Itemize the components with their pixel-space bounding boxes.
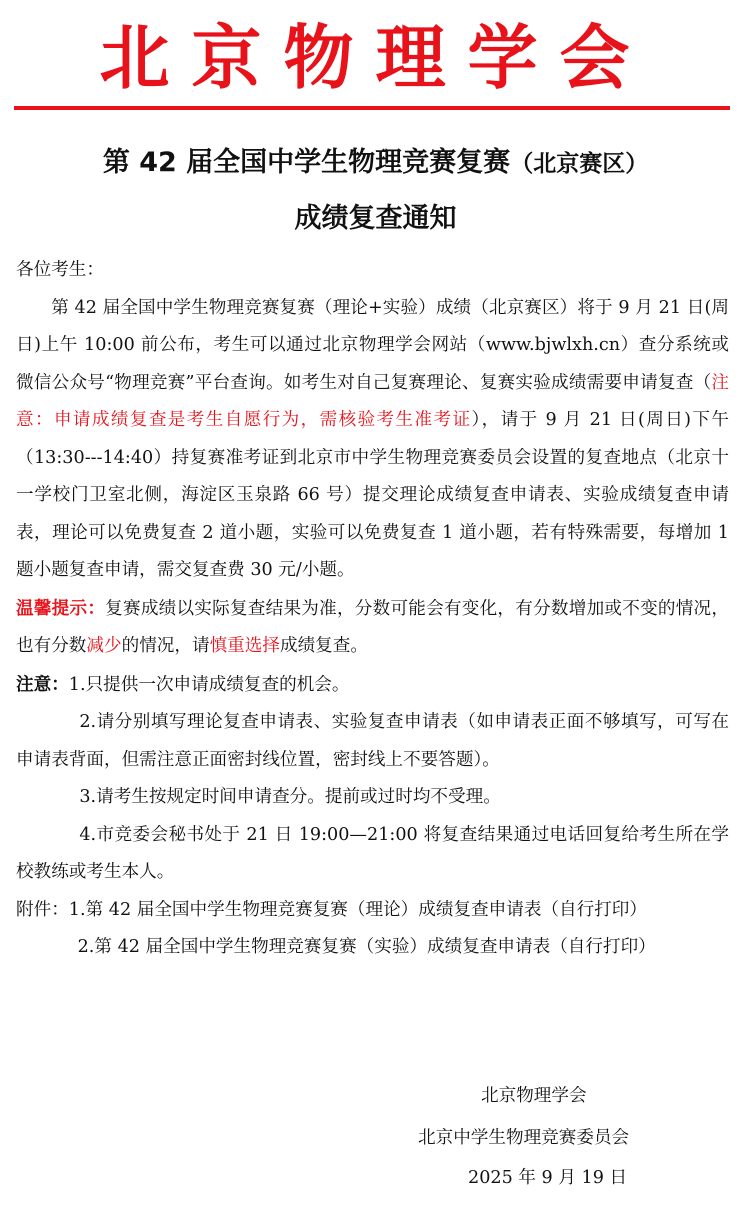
notice-title-main: 第 42 届全国中学生物理竞赛复赛: [102, 147, 511, 178]
salutation: 各位考生：: [16, 260, 104, 280]
signature-org-physics-society: 北京物理学会: [481, 1086, 587, 1106]
note-item-3: 3.请考生按规定时间申请查分。提前或过时均不受理。: [79, 787, 501, 807]
notice-subtitle: 成绩复查通知: [294, 203, 457, 234]
main-paragraph-warning: 注意：申请成绩复查是考生自愿行为，需核验考生准考证: [16, 372, 729, 430]
tip-highlight-careful: 慎重选择: [209, 636, 280, 656]
attachments-label: 附件：: [16, 899, 69, 920]
tip-label: 温馨提示：: [16, 597, 106, 619]
attachment-item-1: [16, 892, 729, 930]
main-paragraph-text-a: 第 42 届全国中学生物理竞赛复赛（理论+实验）成绩（北京赛区）将于 9 月 21 日(周日)上午 10:00 前公布，考生可以通过北京物理学会网站（www.bjwlxh.cn）查分系统或微信公众号“物理竞赛”平台查询。如考生对自己复赛理论、复赛实验成绩需要申请复查（: [16, 297, 729, 393]
tip-text-b: 的情况，请: [121, 636, 210, 656]
tip-text-c: 成绩复查。: [279, 636, 368, 656]
tip-text-a: 复赛成绩以实际复查结果为准，分数可能会有变化，有分数增加或不变的情况，也有分数: [16, 598, 729, 656]
main-paragraph: [16, 290, 729, 590]
note-item-4: 4.市竞委会秘书处于 21 日 19:00—21:00 将复查结果通过电话回复给考生所在学校教练或考生本人。: [16, 824, 729, 882]
tip-paragraph: [16, 590, 729, 666]
notice-body: [16, 252, 729, 967]
tip-highlight-decrease: 减少: [86, 636, 122, 656]
signature-org-competition-committee: 北京中学生物理竞赛委员会: [418, 1128, 630, 1148]
main-paragraph-text-b: ），请于 9 月 21 日(周日)下午（13:30---14:40）持复赛准考证到北京市中学生物理竞赛委员会设置的复查地点（北京十一学校门卫室北侧，海淀区玉泉路 66 号）提交理论成绩复查申请表、实验成绩复查申请表，理论可以免费复查 2 道小题，实验可以免费复查 1 道小题，若有特殊需要，每增加 1 题小题复查申请，需交复查费 30 元/小题。: [16, 410, 729, 580]
notice-title-region: （北京赛区）: [510, 150, 649, 177]
attachment-text-1: 1.第 42 届全国中学生物理竞赛复赛（理论）成绩复查申请表（自行打印）: [68, 899, 647, 920]
note-item-2: 2.请分别填写理论复查申请表、实验复查申请表（如申请表正面不够填写，可写在申请表背面，但需注意正面密封线位置，密封线上不要答题）。: [16, 712, 729, 770]
attachment-item-2: 2.第 42 届全国中学生物理竞赛复赛（实验）成绩复查申请表（自行打印）: [77, 937, 656, 957]
note-text-1: 1.只提供一次申请成绩复查的机会。: [68, 674, 350, 695]
signature-date: 2025 年 9 月 19 日: [468, 1168, 628, 1188]
masthead-title: 北京物理学会: [99, 16, 652, 99]
note-item-1: [16, 666, 729, 705]
masthead-rule: [14, 106, 730, 110]
notice-title: [0, 140, 751, 179]
notes-label: 注意：: [16, 673, 69, 695]
